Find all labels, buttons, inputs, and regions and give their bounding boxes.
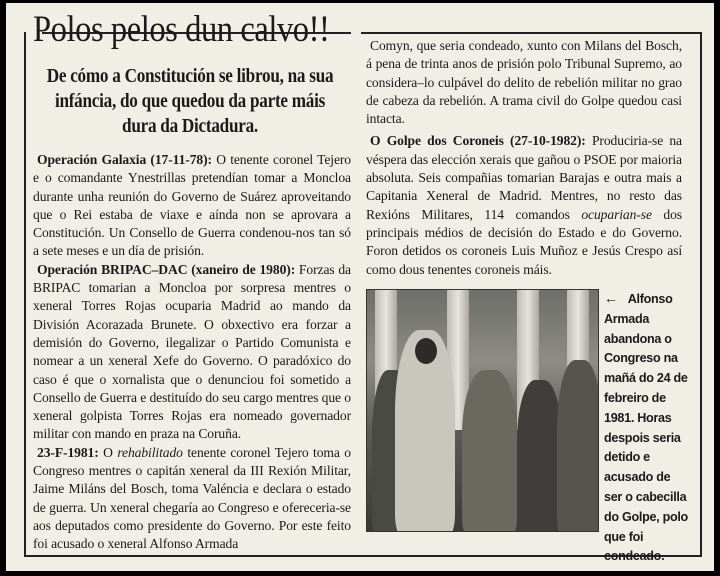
continuation-text: Comyn, que seria condeado, xunto con Milans del Bosch, á pena de trinta anos de prisión polo Tribunal Supremo, ao considera–lo culpável do delito de rebelión militar no grao de cabeza da rebelión. A trama civil do Golpe quedou casi intacta. (366, 38, 682, 127)
person-figure (517, 380, 562, 532)
news-photo (366, 289, 599, 532)
italic-word: ocuparian-se (581, 206, 652, 222)
person-figure (415, 338, 437, 364)
right-column (366, 37, 682, 279)
section-text: O tenente coronel Tejero e o comandante Ynestrillas pretendían tomar a Moncloa durante unha reunión do Governo de Suárez aproveitando que o Rei estaba de viaxe e aínda non se aprovara a Constitución. Un Consello de Guerra condenou-nos tan só a sete meses e un día de prisión. (33, 152, 351, 259)
arrow-left-icon: ← (604, 290, 618, 306)
section-title: 23-F-1981: (37, 444, 99, 460)
person-figure (557, 360, 599, 532)
section-title: O Golpe dos Coroneis (27-10-1982): (370, 133, 586, 149)
left-column (33, 10, 351, 554)
section-text: Produciria-se na véspera das elección xerais que gañou o PSOE por maioria absoluta. Seis compañias tomarian Barajas e outra mais a Capitania Xeneral de Madrid. Mentres, no resto das Rexións Militares, 114 comandos (366, 133, 682, 222)
section-bripac (33, 261, 351, 444)
italic-word: rehabilitado (117, 444, 183, 460)
section-text: O (98, 444, 118, 460)
section-title: Operación BRIPAC–DAC (xaneiro de 1980): (37, 261, 296, 277)
section-coroneis (366, 132, 682, 278)
photo-caption (604, 289, 688, 567)
section-23f (33, 444, 351, 554)
section-text: Forzas da BRIPAC tomarian a Moncloa por sorpresa mentres o xeneral Torres Rojas ocuparia Madrid ao mando da División Acorazada Brunete. O obxectivo era forzar a demisión do Governo, ilegalizar o Partido Comunista e nomear a un xeneral Xefe do Governo. O paradóxico do caso é que o xornalista que o denunciou foi sometido a Consello de Guerra e destituído do seu cargo mentres que o xeneral golpista Torres Rojas era nomeado governador militar con mando en praza na Coruña. (33, 261, 351, 442)
frame-gap (351, 25, 361, 39)
headline: Polos pelos dun calvo!! (33, 9, 330, 50)
person-figure (462, 370, 517, 532)
section-text: tenente coronel Tejero toma o Congreso mentres o capitán xeneral da III Rexión Militar, Jaime Miláns del Bosch, toma Valéncia e declara o estado de guerra. Un xeneral chegaría ao Congreso e ofereceria-se aos deputados como presidente do Governo. Por este feito foi acusado o xeneral Alfonso Armada (33, 444, 351, 552)
section-galaxia (33, 151, 351, 261)
subheadline: De cómo a Constitución se librou, na sua infáncia, do que quedou da parte máis dura da Dictadura. (46, 66, 334, 137)
caption-text: Alfonso Armada abandona o Congreso na mañá do 24 de febreiro de 1981. Horas despois seria detido e acusado de ser o cabecilla do Golpe, polo que foi condeado. (604, 292, 688, 564)
section-title: Operación Galaxia (17-11-78): (37, 152, 212, 167)
section-text: dos principais médios de decisión do Estado e do Governo. Foron detidos os coroneis Luis Muñoz e Jesús Crespo así como dous tenentes coroneis máis. (366, 206, 682, 277)
left-body (33, 151, 351, 554)
